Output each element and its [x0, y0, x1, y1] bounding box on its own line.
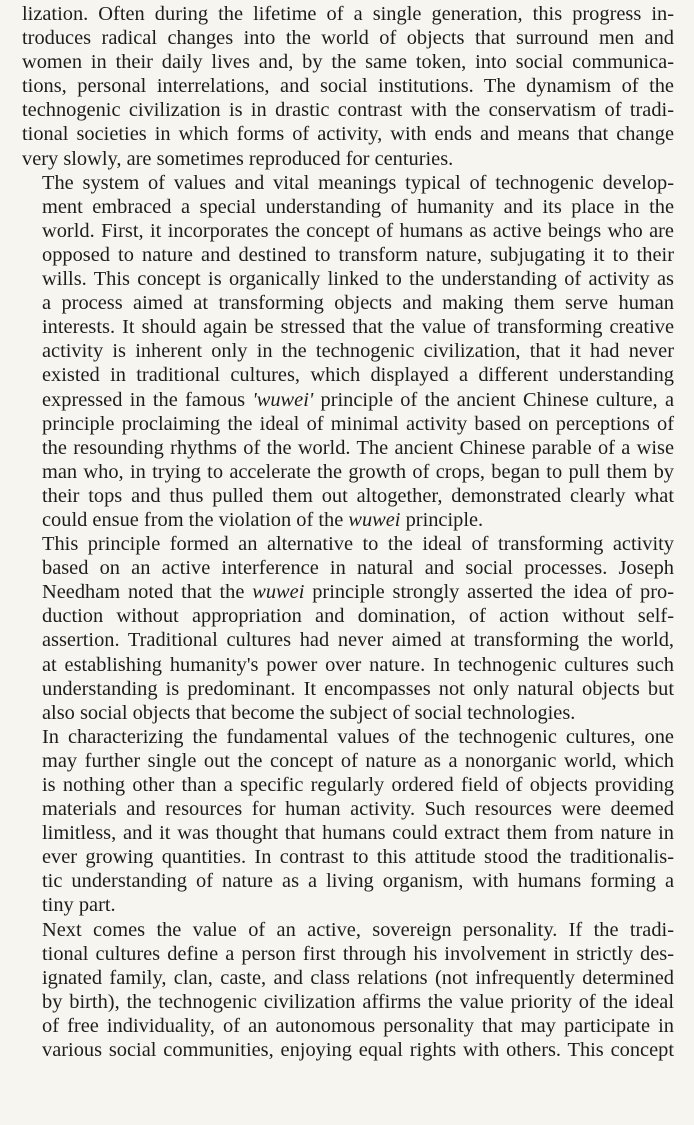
text-line: the resounding rhythms of the world. The ancient Chinese parable of a wise	[42, 436, 674, 459]
text-line: assertion. Traditional cultures had never aimed at transforming the world,	[42, 629, 674, 652]
italic-term: 'wuwei'	[252, 388, 314, 411]
text-line: also social objects that become the subject of social technologies.	[42, 701, 576, 724]
text-line: tic understanding of nature as a living organism, with humans forming a	[42, 870, 674, 893]
text-line: troduces radical changes into the world of objects that surround men and	[22, 27, 674, 50]
text-line: opposed to nature and destined to transform nature, subjugating it to their	[42, 243, 674, 266]
text-line: tiny part.	[42, 894, 116, 917]
text-line: is nothing other than a specific regularly ordered field of objects providing	[42, 774, 674, 796]
text-line: Needham noted that the wuwei principle strongly asserted the idea of pro-	[42, 581, 674, 604]
text-line: tions, personal interrelations, and social institutions. The dynamism of the	[22, 75, 674, 98]
italic-term: wuwei	[348, 508, 401, 531]
text-line: of free individuality, of an autonomous personality that may participate in	[42, 1014, 674, 1037]
text-line: understanding is predominant. It encompasses not only natural objects but	[42, 677, 674, 700]
body-text	[22, 2, 674, 1062]
text-line: limitless, and it was thought that humans could extract them from nature in	[42, 822, 674, 845]
text-line: expressed in the famous 'wuwei' principle of the ancient Chinese culture, a	[42, 388, 674, 411]
text-line: ignated family, clan, caste, and class relations (not infrequently determined	[42, 966, 674, 989]
text-line: wills. This concept is organically linked to the understanding of activity as	[42, 268, 674, 291]
text-line: based on an active interference in natural and social processes. Joseph	[42, 557, 674, 580]
text-line: interests. It should again be stressed that the value of transforming creative	[42, 316, 674, 339]
text-line: The system of values and vital meanings typical of technogenic develop-	[42, 171, 674, 194]
text-line: world. First, it incorporates the concept of humans as active beings who are	[42, 219, 674, 242]
text-line: may further single out the concept of nature as a nonorganic world, which	[42, 749, 674, 772]
text-line: ment embraced a special understanding of humanity and its place in the	[42, 195, 674, 218]
text-line: Next comes the value of an active, sovereign personality. If the tradi-	[42, 918, 674, 941]
text-line: tional cultures define a person first through his involvement in strictly des-	[42, 942, 674, 965]
text-line: by birth), the technogenic civilization affirms the value priority of the ideal	[42, 990, 674, 1013]
paragraph-4	[22, 725, 674, 918]
text-line: very slowly, are sometimes reproduced for centuries.	[22, 147, 454, 170]
text-line: tional societies in which forms of activity, with ends and means that change	[22, 123, 674, 146]
text-line: could ensue from the violation of the wuwei principle.	[42, 508, 484, 531]
text-line: In characterizing the fundamental values of the technogenic cultures, one	[42, 725, 674, 748]
text-line: duction without appropriation and domination, of action without self-	[42, 605, 674, 628]
italic-term: wuwei	[252, 581, 305, 604]
text-line: principle proclaiming the ideal of minimal activity based on perceptions of	[42, 412, 674, 435]
text-line: their tops and thus pulled them out altogether, demonstrated clearly what	[42, 484, 674, 507]
text-line: ever growing quantities. In contrast to this attitude stood the traditionalis-	[42, 846, 674, 869]
text-line: existed in traditional cultures, which displayed a different understanding	[42, 364, 674, 387]
text-line: a process aimed at transforming objects and making them serve human	[42, 292, 674, 315]
text-line: materials and resources for human activity. Such resources were deemed	[42, 798, 674, 821]
paragraph-1	[22, 2, 674, 171]
text-line: women in their daily lives and, by the same token, into social communica-	[22, 51, 674, 74]
text-line: lization. Often during the lifetime of a single generation, this progress in-	[22, 3, 674, 25]
text-line: technogenic civilization is in drastic contrast with the conservatism of tradi-	[22, 99, 674, 122]
paragraph-5	[22, 918, 674, 1063]
text-line: activity is inherent only in the technogenic civilization, that it had never	[42, 340, 674, 363]
text-line: man who, in trying to accelerate the growth of crops, began to pull them by	[42, 460, 674, 483]
text-line: This principle formed an alternative to the ideal of transforming activity	[42, 533, 674, 556]
text-line: various social communities, enjoying equal rights with others. This concept	[42, 1039, 674, 1062]
text-line: at establishing humanity's power over nature. In technogenic cultures such	[42, 653, 674, 676]
paragraph-2	[22, 171, 674, 532]
paragraph-3	[22, 532, 674, 725]
